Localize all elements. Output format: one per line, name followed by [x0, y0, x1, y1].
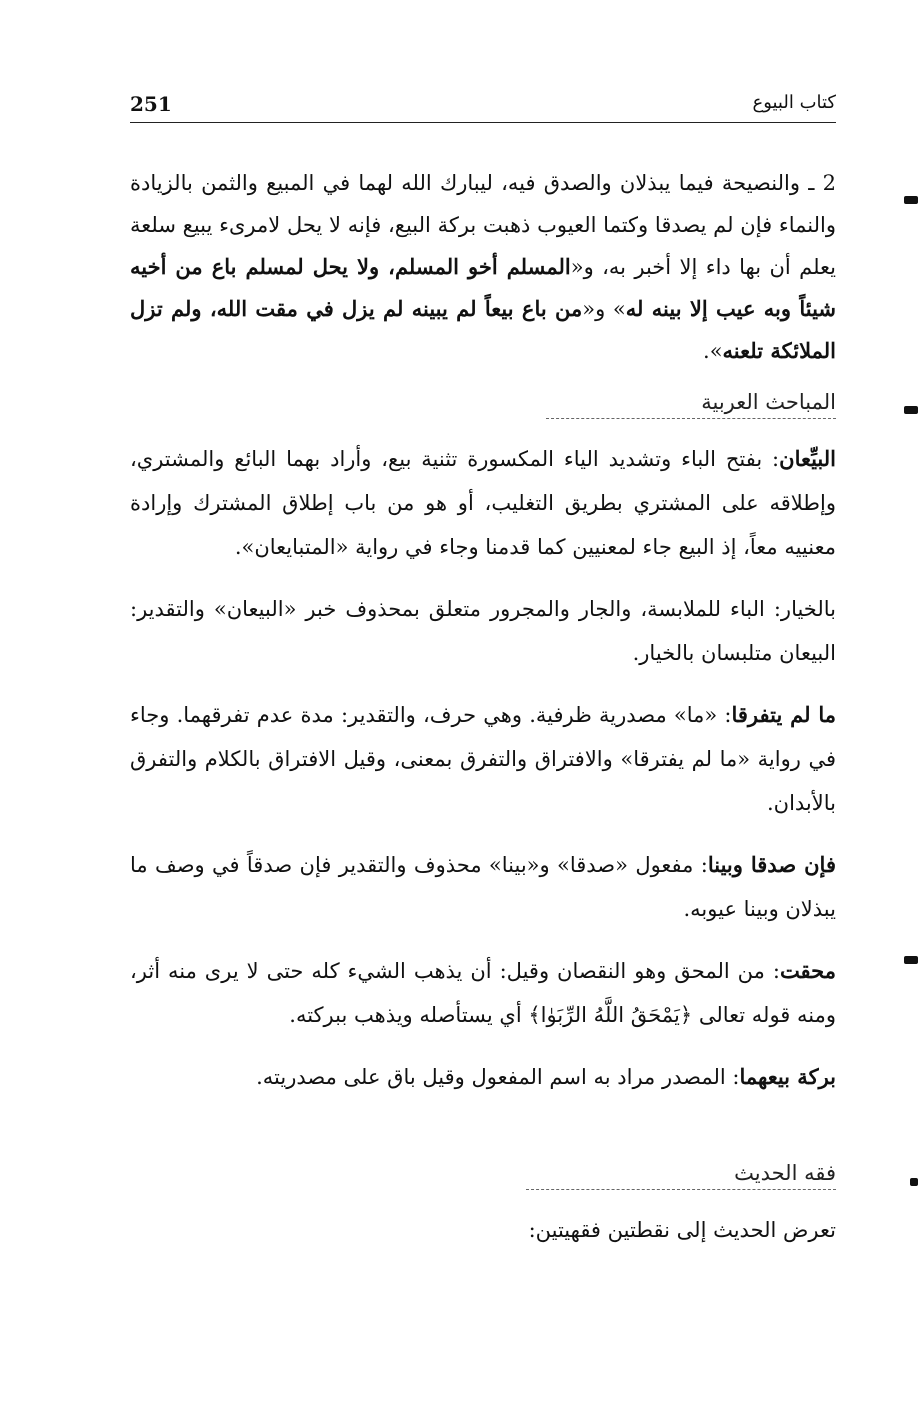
entry-text: : المصدر مراد به اسم المفعول وقيل باق على مصدريته.	[256, 1065, 740, 1089]
margin-mark	[904, 196, 918, 204]
paragraph-point-2	[130, 162, 836, 372]
entry-paragraph	[130, 949, 836, 1037]
margin-mark	[904, 956, 918, 964]
entry-text: : مفعول «صدقا» و«بينا» محذوف والتقدير فإن صدقاً في وصف ما يبذلان وبينا عيوبه.	[130, 853, 836, 921]
entry-term: بالخيار	[780, 597, 836, 621]
entry-text: : «ما» مصدرية ظرفية. وهي حرف، والتقدير: مدة عدم تفرقهما. وجاء في رواية «ما لم يفترقا» والافتراق والتفرق بمعنى، وقيل الافتراق بالكلام والتفرق بالأبدان.	[130, 703, 836, 815]
book-title: كتاب البيوع	[752, 92, 836, 113]
entry-text: : الباء للملابسة، والجار والمجرور متعلق بمحذوف خبر «البيعان» والتقدير: البيعان متلبسان بالخيار.	[130, 597, 836, 665]
entry-term: ما لم يتفرقا	[731, 702, 836, 727]
entry-paragraph	[130, 1055, 836, 1099]
entry-paragraph	[130, 693, 836, 825]
entry-term: بركة بيعهما	[739, 1064, 836, 1089]
entry-term: فإن صدقا وبينا	[707, 852, 836, 877]
entry-paragraph	[130, 843, 836, 931]
section-title-fiqh: فقه الحديث	[526, 1161, 836, 1190]
page-header	[130, 92, 836, 123]
page-content	[130, 162, 836, 1270]
margin-mark	[904, 406, 918, 414]
section-title-arabic-topics: المباحث العربية	[546, 390, 836, 419]
entry-term: البيِّعان	[779, 446, 836, 471]
hadith-quote: من باع بيعاً لم يبينه لم يزل في مقت الله، ولم تزل الملائكة تلعنه	[130, 296, 836, 363]
entry-text: : من المحق وهو النقصان وقيل: أن يذهب الشيء كله حتى لا يرى منه أثر، ومنه قوله تعالى ﴿يَمْحَقُ اللَّهُ الرِّبَوٰا﴾ أي يستأصله ويذهب ببركته.	[130, 959, 836, 1027]
paragraph-text: 2 ـ والنصيحة فيما يبذلان والصدق فيه، ليبارك الله لهما في المبيع والثمن بالزيادة والنماء فإن لم يصدقا وكتما العيوب ذهبت بركة البيع، فإنه لا يحل لامرىء يبيع سلعة يعلم أن بها داء إلا أخبر به، و«	[130, 171, 836, 279]
margin-mark	[910, 1178, 918, 1186]
fiqh-intro: تعرض الحديث إلى نقطتين فقهيتين:	[528, 1218, 836, 1242]
paragraph-text: ».	[703, 339, 723, 363]
hadith-quote: المسلم أخو المسلم، ولا يحل لمسلم باع من أخيه شيئاً وبه عيب إلا بينه له	[130, 254, 837, 321]
entry-paragraph	[130, 587, 836, 675]
entry-paragraph	[130, 437, 836, 569]
entry-text: : بفتح الباء وتشديد الياء المكسورة تثنية بيع، وأراد بهما البائع والمشتري، وإطلاقه على المشتري بطريق التغليب، أو هو من باب إطلاق المشترك وإرادة معنييه معاً، إذ البيع جاء لمعنيين كما قدمنا وجاء في رواية «المتبايعان».	[130, 447, 836, 559]
paragraph-text: » و«	[582, 297, 626, 321]
entry-term: محقت	[779, 958, 836, 983]
page-number: 251	[130, 92, 172, 116]
